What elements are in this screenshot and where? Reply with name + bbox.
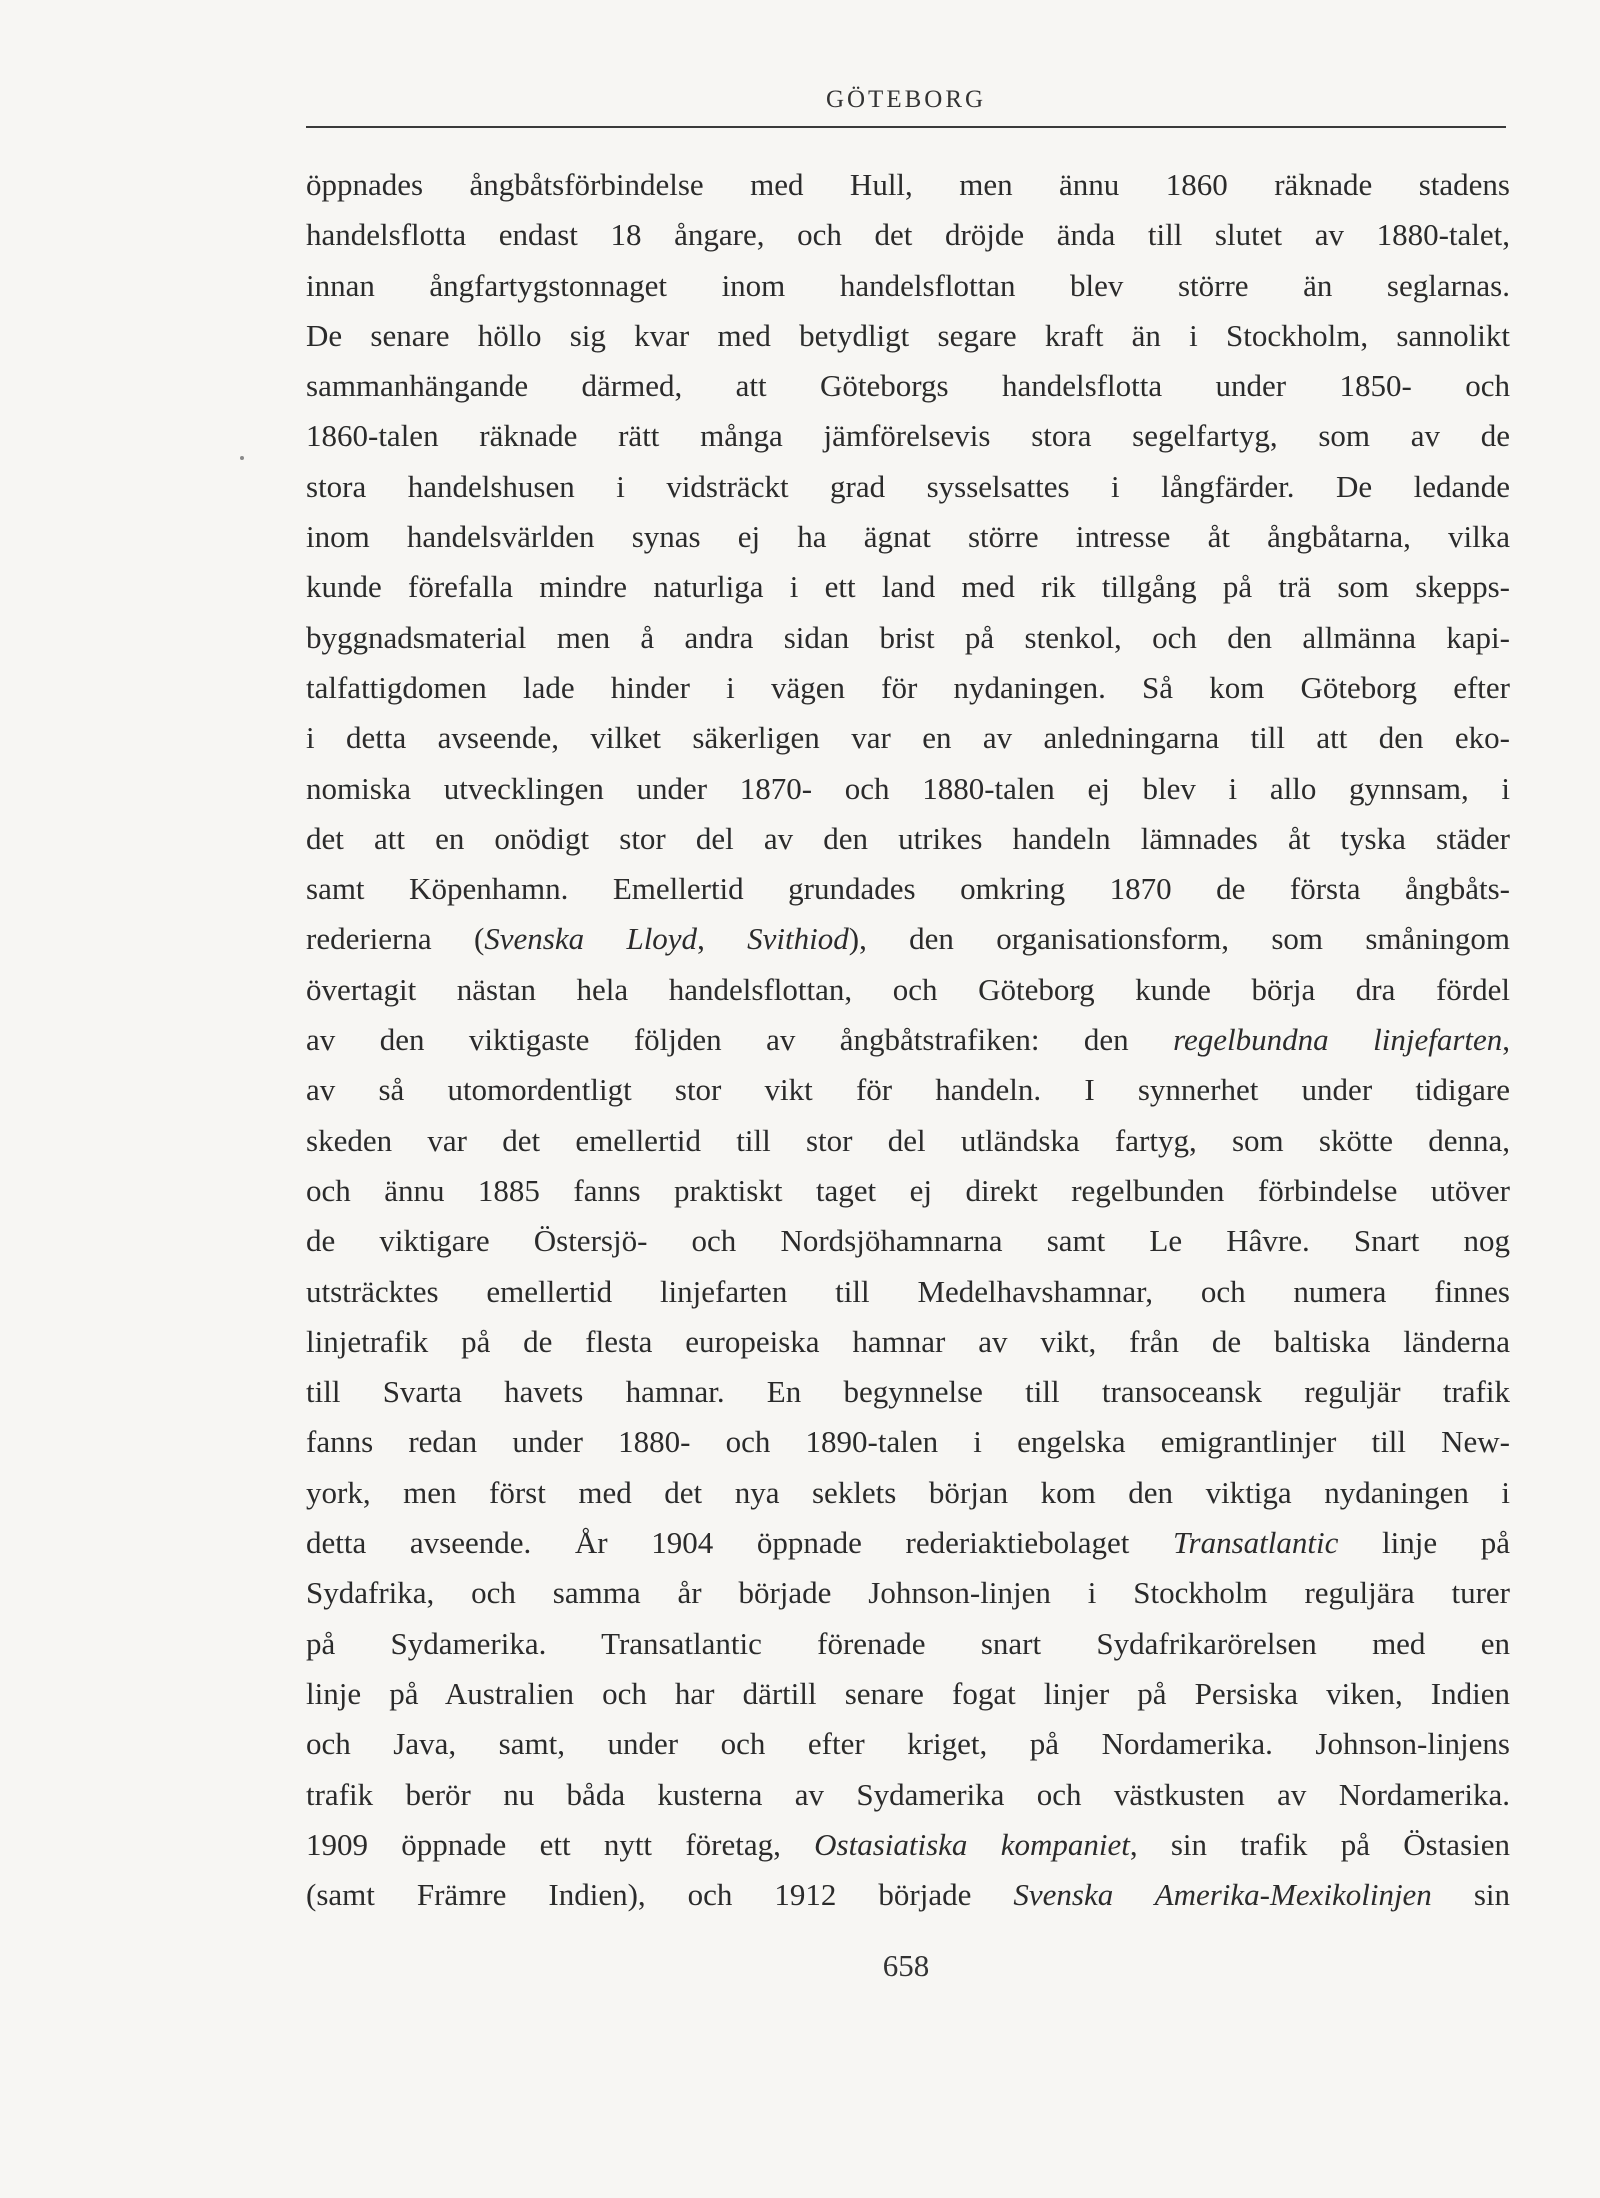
text-line: skeden var det emellertid till stor del utländska fartyg, som skötte denna,	[306, 1122, 1510, 1158]
text-line: linjetrafik på de flesta europeiska hamnar av vikt, från de baltiska länderna	[306, 1323, 1510, 1359]
italic-run: Transatlantic	[1172, 1525, 1339, 1561]
italic-run: Svenska Lloyd	[484, 921, 698, 957]
text-line: sammanhängande därmed, att Göteborgs handelsflotta under 1850- och	[306, 368, 1510, 404]
text-run: ,	[697, 921, 748, 957]
text-run: (samt Främre Indien), och 1912 började	[306, 1877, 1014, 1913]
text-line: och Java, samt, under och efter kriget, på Nordamerika. Johnson-linjens	[306, 1726, 1510, 1762]
text-line: De senare höllo sig kvar med betydligt segare kraft än i Stockholm, sannolikt	[306, 317, 1510, 353]
text-line: 1860-talen räknade rätt många jämförelsevis stora segelfartyg, som av de	[306, 418, 1510, 454]
text-run: ,	[1502, 1022, 1510, 1058]
text-line: och ännu 1885 fanns praktiskt taget ej direkt regelbunden förbindelse utöver	[306, 1172, 1510, 1208]
text-line: till Svarta havets hamnar. En begynnelse till transoceansk reguljär trafik	[306, 1374, 1510, 1410]
margin-speck	[240, 456, 244, 460]
text-run: detta avseende. År 1904 öppnade rederiaktiebolaget	[306, 1525, 1173, 1561]
text-line: samt Köpenhamn. Emellertid grundades omkring 1870 de första ångbåts-	[306, 871, 1510, 907]
text-line: utsträcktes emellertid linjefarten till Medelhavshamnar, och numera finnes	[306, 1273, 1510, 1309]
text-line: byggnadsmaterial men å andra sidan brist på stenkol, och den allmänna kapi-	[306, 619, 1510, 655]
text-run: rederierna (	[306, 921, 485, 957]
text-line-italic-mixed	[306, 1015, 1510, 1065]
text-run: ), den organisationsform, som småningom	[848, 921, 1510, 957]
text-line: nomiska utvecklingen under 1870- och 1880-talen ej blev i allo gynnsam, i	[306, 770, 1510, 806]
text-run: av den viktigaste följden av ångbåtstrafiken: den	[306, 1022, 1174, 1058]
running-head: GÖTEBORG	[825, 86, 987, 113]
text-line: linje på Australien och har därtill senare fogat linjer på Persiska viken, Indien	[306, 1675, 1510, 1711]
text-line-italic-mixed	[306, 1820, 1510, 1870]
text-line: innan ångfartygstonnaget inom handelsflottan blev större än seglarnas.	[306, 267, 1510, 303]
text-line: trafik berör nu båda kusterna av Sydamerika och västkusten av Nordamerika.	[306, 1776, 1510, 1812]
header-rule	[306, 126, 1506, 128]
text-line: york, men först med det nya seklets början kom den viktiga nydaningen i	[306, 1474, 1510, 1510]
body-text	[306, 160, 1510, 1920]
text-line: Sydafrika, och samma år började Johnson-linjen i Stockholm reguljära turer	[306, 1575, 1510, 1611]
text-run: sin	[1431, 1877, 1510, 1913]
italic-run: regelbundna linjefarten	[1173, 1022, 1503, 1058]
text-line: kunde förefalla mindre naturliga i ett land med rik tillgång på trä som skepps-	[306, 569, 1510, 605]
italic-run: Svenska Amerika-Mexikolinjen	[1013, 1877, 1432, 1913]
text-line: öppnades ångbåtsförbindelse med Hull, men ännu 1860 räknade stadens	[306, 167, 1510, 202]
text-line-italic-mixed	[306, 914, 1510, 964]
text-line: inom handelsvärlden synas ej ha ägnat större intresse åt ångbåtarna, vilka	[306, 519, 1510, 555]
page-number: 658	[882, 1948, 930, 1983]
text-line: det att en onödigt stor del av den utrikes handeln lämnades åt tyska städer	[306, 820, 1510, 856]
text-line: i detta avseende, vilket säkerligen var en av anledningarna till att den eko-	[306, 720, 1510, 756]
text-line: stora handelshusen i vidsträckt grad sysselsattes i långfärder. De ledande	[306, 468, 1510, 504]
text-line: övertagit nästan hela handelsflottan, och Göteborg kunde börja dra fördel	[306, 971, 1510, 1007]
text-run: 1909 öppnade ett nytt företag,	[306, 1826, 815, 1862]
italic-run: Ostasiatiska kompaniet	[814, 1826, 1130, 1862]
text-run: , sin trafik på Östasien	[1129, 1826, 1510, 1862]
text-line-italic-mixed	[306, 1870, 1510, 1920]
text-line: talfattigdomen lade hinder i vägen för nydaningen. Så kom Göteborg efter	[306, 669, 1510, 705]
text-line: av så utomordentligt stor vikt för handeln. I synnerhet under tidigare	[306, 1072, 1510, 1108]
text-run: linje på	[1338, 1525, 1511, 1561]
text-line: på Sydamerika. Transatlantic förenade snart Sydafrikarörelsen med en	[306, 1625, 1510, 1661]
text-line-italic-mixed	[306, 1518, 1510, 1568]
text-line: handelsflotta endast 18 ångare, och det dröjde ända till slutet av 1880-talet,	[306, 217, 1510, 253]
italic-run: Svithiod	[747, 921, 849, 957]
text-line: fanns redan under 1880- och 1890-talen i engelska emigrantlinjer till New-	[306, 1424, 1510, 1460]
text-line: de viktigare Östersjö- och Nordsjöhamnarna samt Le Hâvre. Snart nog	[306, 1223, 1510, 1259]
